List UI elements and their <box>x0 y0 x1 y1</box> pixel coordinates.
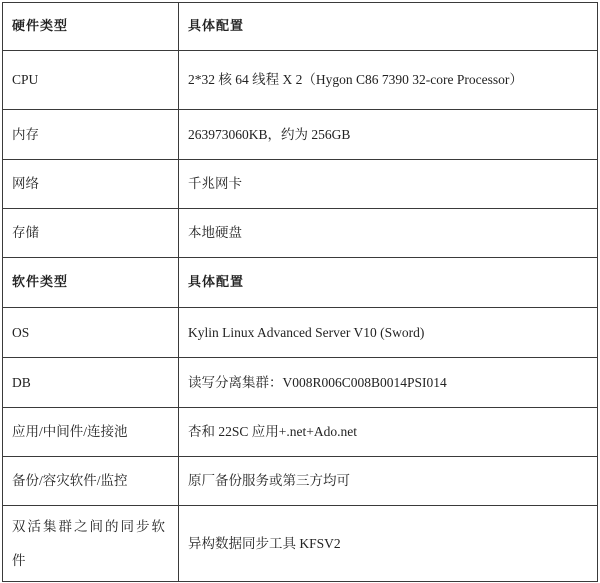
row-type-cell: CPU <box>3 51 179 110</box>
row-config-cell: 读写分离集群：V008R006C008B0014PSI014 <box>179 358 598 408</box>
table-row <box>3 308 598 358</box>
row-config-cell: 千兆网卡 <box>179 160 598 209</box>
table-row <box>3 457 598 506</box>
row-type-cell: 备份/容灾软件/监控 <box>3 457 179 506</box>
row-config-cell: 本地硬盘 <box>179 209 598 258</box>
table-row <box>3 110 598 160</box>
row-type-cell: 双活集群之间的同步软件 <box>3 506 179 582</box>
row-type-cell: 存储 <box>3 209 179 258</box>
row-config-cell: 263973060KB，约为 256GB <box>179 110 598 160</box>
table-row <box>3 209 598 258</box>
row-config-cell: 原厂备份服务或第三方均可 <box>179 457 598 506</box>
software-config-header: 具体配置 <box>179 258 598 308</box>
row-config-cell: 2*32 核 64 线程 X 2（Hygon C86 7390 32-core Processor） <box>179 51 598 110</box>
table-row <box>3 358 598 408</box>
row-type-cell: DB <box>3 358 179 408</box>
table-row <box>3 408 598 457</box>
hardware-config-header: 具体配置 <box>179 3 598 51</box>
row-config-cell: 异构数据同步工具 KFSV2 <box>179 506 598 582</box>
table-row <box>3 506 598 582</box>
row-type-cell: 内存 <box>3 110 179 160</box>
row-type-cell: 网络 <box>3 160 179 209</box>
row-config-cell: Kylin Linux Advanced Server V10 (Sword) <box>179 308 598 358</box>
table-row <box>3 160 598 209</box>
row-type-cell: 应用/中间件/连接池 <box>3 408 179 457</box>
software-header-row <box>3 258 598 308</box>
row-type-cell: OS <box>3 308 179 358</box>
hardware-type-header: 硬件类型 <box>3 3 179 51</box>
row-config-cell: 杏和 22SC 应用+.net+Ado.net <box>179 408 598 457</box>
spec-table <box>2 2 598 582</box>
table-row <box>3 51 598 110</box>
hardware-header-row <box>3 3 598 51</box>
software-type-header: 软件类型 <box>3 258 179 308</box>
